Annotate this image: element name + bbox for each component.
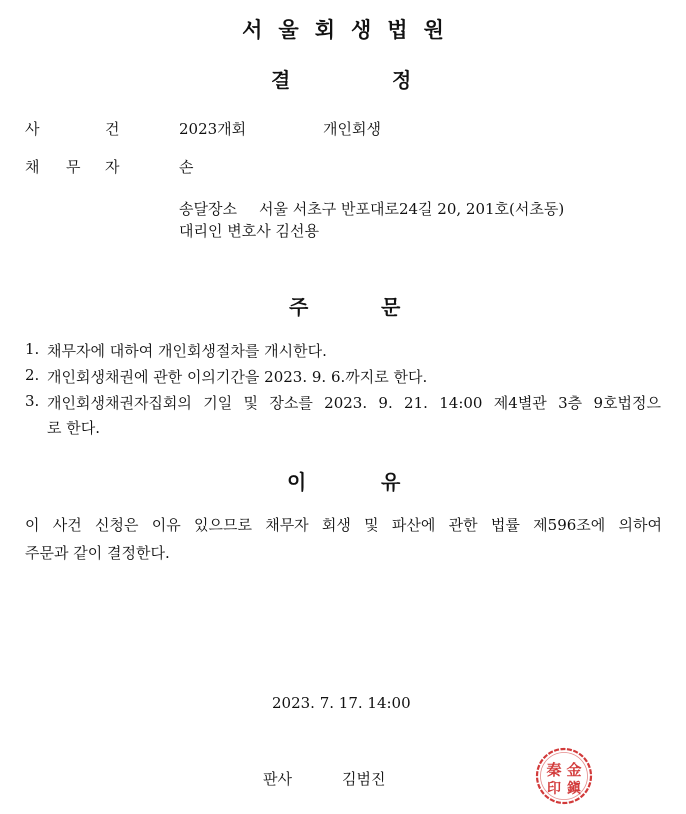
svg-text:金: 金 — [566, 761, 582, 779]
legal-agent: 대리인 변호사 김선용 — [179, 222, 319, 240]
order-item-1-num: 1. — [25, 340, 40, 358]
doc-title-char-2: 정 — [392, 68, 412, 92]
svg-text:秦: 秦 — [546, 761, 562, 779]
judge-name: 김범진 — [342, 770, 386, 788]
case-label-char-2: 건 — [105, 120, 120, 138]
judge-seal-stamp — [534, 746, 594, 806]
order-heading-char-1: 주 — [289, 295, 309, 319]
svg-text:印: 印 — [547, 781, 561, 797]
address-label: 송달장소 — [179, 200, 237, 218]
reason-line-1: 이 사건 신청은 이유 있으므로 채무자 회생 및 파산에 관한 법률 제596조에 의하여 — [25, 516, 662, 534]
debtor-label-char-2: 무 — [66, 158, 81, 176]
judge-title: 판사 — [263, 770, 292, 788]
reason-heading-char-1: 이 — [287, 470, 307, 494]
decision-date: 2023. 7. 17. 14:00 — [272, 694, 411, 712]
order-item-2-text: 개인회생채권에 관한 이의기간을 2023. 9. 6.까지로 한다. — [47, 368, 428, 386]
debtor-label-char-3: 자 — [105, 158, 120, 176]
court-name: 서울회생법원 — [242, 18, 460, 42]
reason-heading-char-2: 유 — [381, 470, 401, 494]
case-type: 개인회생 — [323, 120, 381, 138]
order-item-1-text: 채무자에 대하여 개인회생절차를 개시한다. — [47, 342, 327, 360]
order-item-2-num: 2. — [25, 366, 40, 384]
reason-line-2: 주문과 같이 결정한다. — [25, 544, 170, 562]
svg-text:鎭: 鎭 — [567, 781, 581, 797]
order-item-3-num: 3. — [25, 392, 40, 410]
case-label-char-1: 사 — [25, 120, 40, 138]
debtor-name: 손 — [179, 158, 194, 176]
order-item-3-text: 개인회생채권자집회의 기일 및 장소를 2023. 9. 21. 14:00 제4별관 3층 9호법정으 — [47, 394, 661, 412]
debtor-label-char-1: 채 — [25, 158, 40, 176]
doc-title-char-1: 결 — [271, 68, 291, 92]
order-item-3-continuation: 로 한다. — [47, 419, 101, 437]
order-heading-char-2: 문 — [381, 295, 401, 319]
delivery-address: 서울 서초구 반포대로24길 20, 201호(서초동) — [259, 200, 565, 218]
case-number: 2023개회 — [179, 120, 247, 138]
